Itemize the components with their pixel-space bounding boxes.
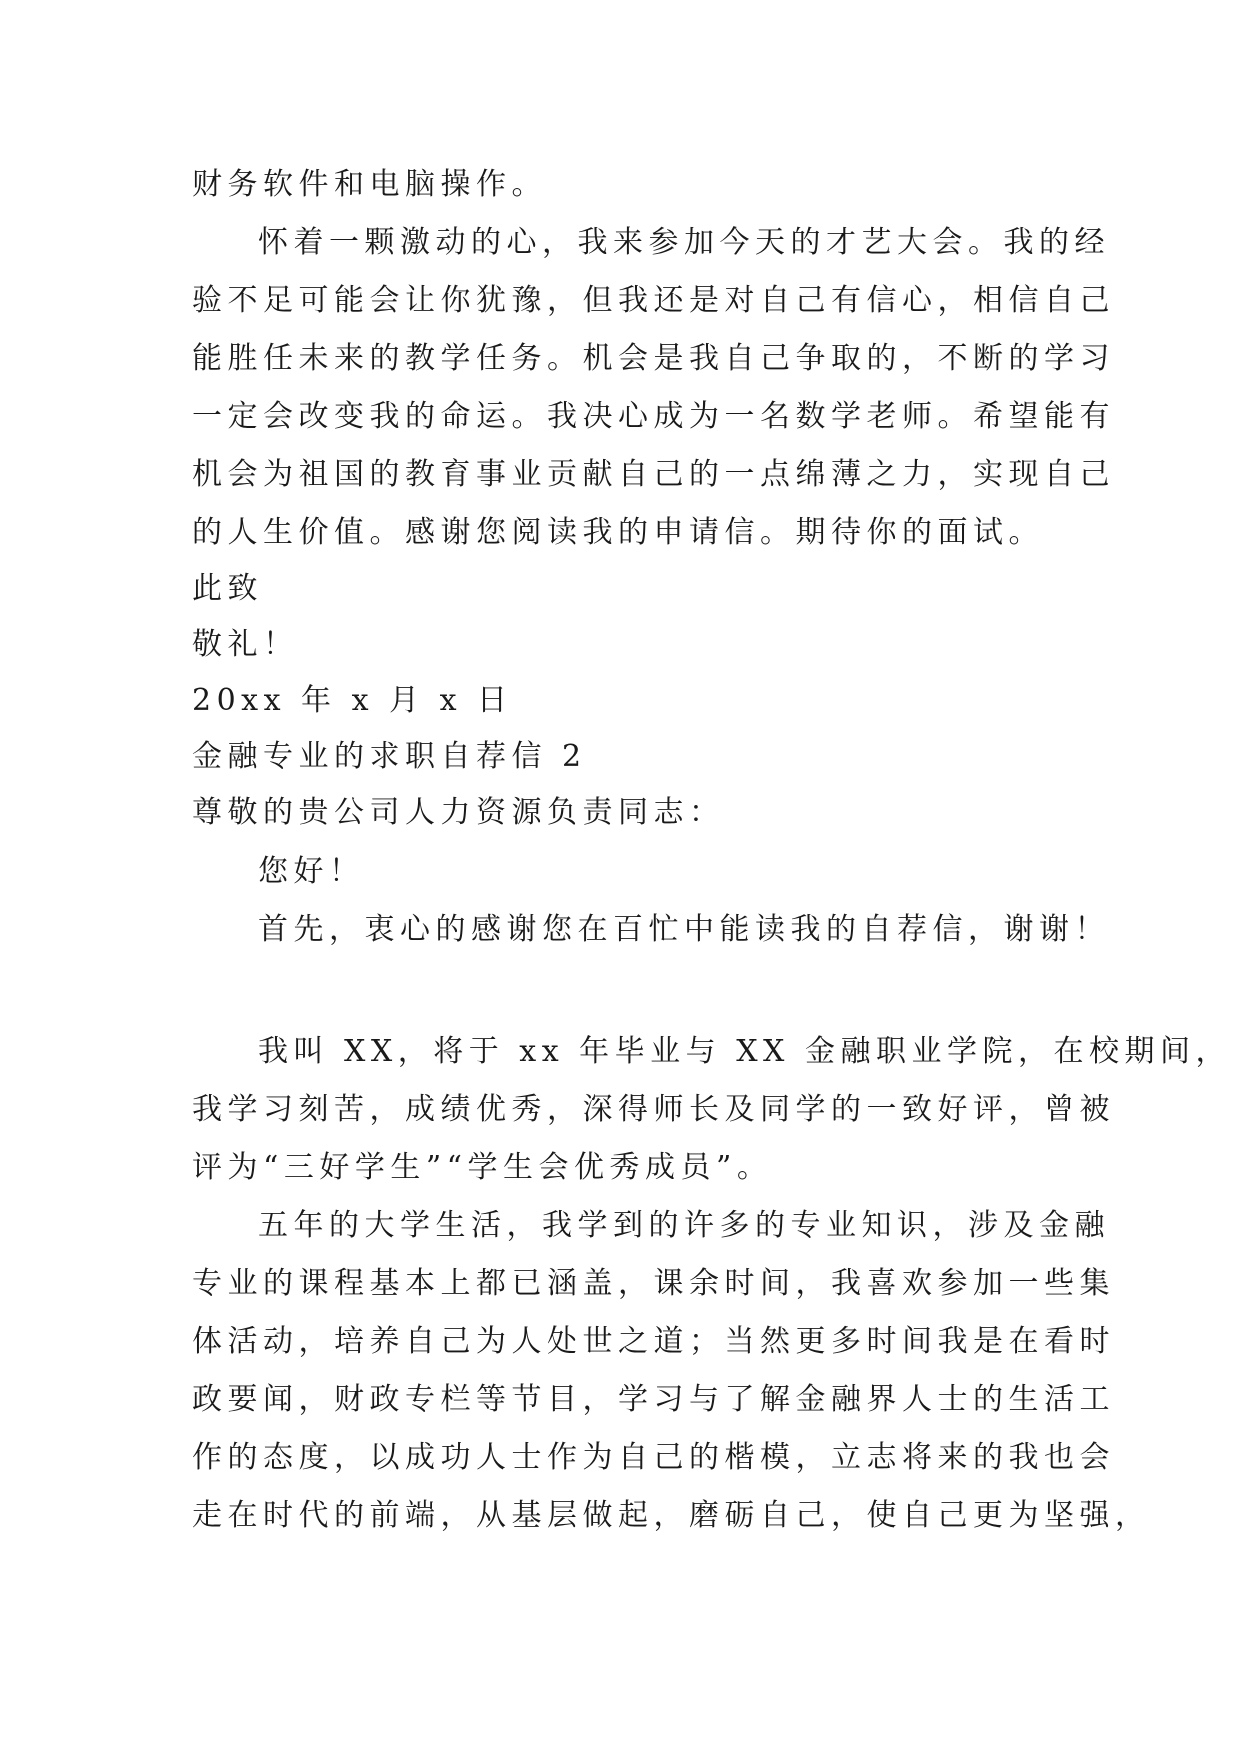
paragraph-line-12: 专业的课程基本上都已涵盖，课余时间，我喜欢参加一些集 (192, 1266, 1115, 1301)
letter-addressee: 尊敬的贵公司人力资源负责同志： (192, 795, 725, 830)
paragraph-line-13: 体活动，培养自己为人处世之道；当然更多时间我是在看时 (192, 1324, 1115, 1359)
paragraph-line-16: 走在时代的前端，从基层做起，磨砺自己，使自己更为坚强， (192, 1498, 1151, 1533)
paragraph-line-5: 一定会改变我的命运。我决心成为一名数学老师。希望能有 (192, 399, 1115, 434)
paragraph-line-8: 我叫 XX，将于 xx 年毕业与 XX 金融职业学院，在校期间， (258, 1034, 1231, 1069)
closing-salutation: 此致 (192, 571, 263, 606)
letter-date: 20xx 年 x 月 x 日 (192, 683, 513, 718)
closing-regards: 敬礼！ (192, 627, 299, 662)
paragraph-line-11: 五年的大学生活，我学到的许多的专业知识，涉及金融 (258, 1208, 1110, 1243)
paragraph-line-3: 验不足可能会让你犹豫，但我还是对自己有信心，相信自己 (192, 283, 1115, 318)
paragraph-line-14: 政要闻，财政专栏等节目，学习与了解金融界人士的生活工 (192, 1382, 1115, 1417)
paragraph-line-1: 财务软件和电脑操作。 (192, 167, 547, 202)
paragraph-line-15: 作的态度，以成功人士作为自己的楷模，立志将来的我也会 (192, 1440, 1115, 1475)
paragraph-line-6: 机会为祖国的教育事业贡献自己的一点绵薄之力，实现自己 (192, 457, 1115, 492)
paragraph-line-7: 的人生价值。感谢您阅读我的申请信。期待你的面试。 (192, 515, 1044, 550)
paragraph-line-9: 我学习刻苦，成绩优秀，深得师长及同学的一致好评，曾被 (192, 1092, 1115, 1127)
paragraph-line-2: 怀着一颗激动的心，我来参加今天的才艺大会。我的经 (258, 225, 1110, 260)
opening-thanks: 首先，衷心的感谢您在百忙中能读我的自荐信，谢谢！ (258, 912, 1110, 947)
greeting: 您好！ (258, 854, 365, 889)
paragraph-line-4: 能胜任未来的教学任务。机会是我自己争取的，不断的学习 (192, 341, 1115, 376)
paragraph-line-10: 评为“三好学生”“学生会优秀成员”。 (192, 1150, 773, 1185)
section-title: 金融专业的求职自荐信 2 (192, 739, 587, 774)
